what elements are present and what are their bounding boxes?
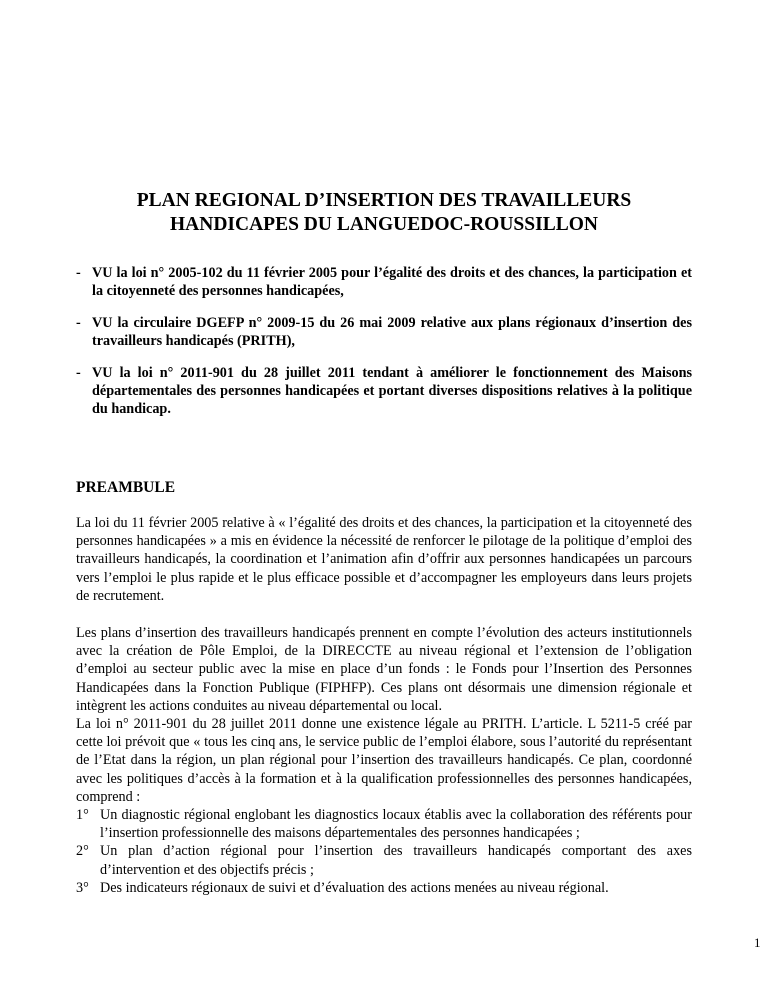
bullet-dash: - <box>76 315 81 331</box>
vu-list <box>76 264 692 432</box>
paragraph-3: La loi n° 2011-901 du 28 juillet 2011 donne une existence légale au PRITH. L’article. L 5211-5 créé par cette loi prévoit que « tous les cinq ans, le service public de l’emploi élabore, sous l’autorité du représentant de l’Etat dans la région, un plan régional pour l’insertion des travailleurs handicapés. Ce plan, coordonné avec les politiques d’accès à la formation et à la qualification professionnelles des personnes handicapées, comprend : <box>76 716 692 805</box>
item-text: Un plan d’action régional pour l’insertion des travailleurs handicapés comportant des axes d’intervention et des objectifs précis ; <box>100 843 692 878</box>
document-title <box>76 189 692 237</box>
numbered-item-2 <box>76 842 692 878</box>
paragraph-1: La loi du 11 février 2005 relative à « l’égalité des droits et des chances, la participation et la citoyenneté des personnes handicapées » a mis en évidence la nécessité de renforcer le pilotage de la politique d’emploi des travailleurs handicapés, la coordination et l’animation afin d’offrir aux personnes handicapées un parcours vers l’emploi le plus rapide et le plus efficace possible et d’accompagner les employeurs dans leurs projets de recrutement. <box>76 515 692 604</box>
vu-item-3 <box>76 364 692 418</box>
numbered-list <box>76 806 692 897</box>
paragraph-2: Les plans d’insertion des travailleurs handicapés prennent en compte l’évolution des acteurs institutionnels avec la création de Pôle Emploi, de la DIRECCTE au niveau régional et l’extension de l’obligation d’emploi au secteur public avec la mise en place d’un fonds : le Fonds pour l’Insertion des Personnes Handicapées dans la Fonction Publique (FIPHFP). Ces plans ont désormais une dimension régionale et intègrent les actions conduites au niveau départemental ou local. <box>76 625 692 714</box>
vu-item-text: VU la circulaire DGEFP n° 2009-15 du 26 mai 2009 relative aux plans régionaux d’insertion des travailleurs handicapés (PRITH), <box>92 315 692 349</box>
vu-item-1 <box>76 264 692 300</box>
vu-item-text: VU la loi n° 2005-102 du 11 février 2005 pour l’égalité des droits et des chances, la participation et la citoyenneté des personnes handicapées, <box>92 265 692 299</box>
vu-item-text: VU la loi n° 2011-901 du 28 juillet 2011 tendant à améliorer le fonctionnement des Maisons départementales des personnes handicapées et portant diverses dispositions relatives à la politique du handicap. <box>92 365 692 417</box>
numbered-item-3 <box>76 879 692 897</box>
page-number: 1 <box>754 935 761 950</box>
bullet-dash: - <box>76 265 81 281</box>
item-number: 2° <box>76 843 89 860</box>
item-number: 3° <box>76 879 89 896</box>
item-number: 1° <box>76 807 89 823</box>
title-line-2: HANDICAPES DU LANGUEDOC-ROUSSILLON <box>170 214 598 235</box>
numbered-item-1 <box>76 806 692 842</box>
title-line-1: PLAN REGIONAL D’INSERTION DES TRAVAILLEURS <box>136 190 632 211</box>
item-text: Des indicateurs régionaux de suivi et d’évaluation des actions menées au niveau régional. <box>100 879 609 896</box>
paragraph-group <box>76 624 692 806</box>
item-text: Un diagnostic régional englobant les diagnostics locaux établis avec la collaboration des référents pour l’insertion professionnelle des maisons départementales des personnes handicapées ; <box>100 807 692 842</box>
section-heading-preambule: PREAMBULE <box>76 479 176 496</box>
vu-item-2 <box>76 314 692 350</box>
bullet-dash: - <box>76 365 81 381</box>
